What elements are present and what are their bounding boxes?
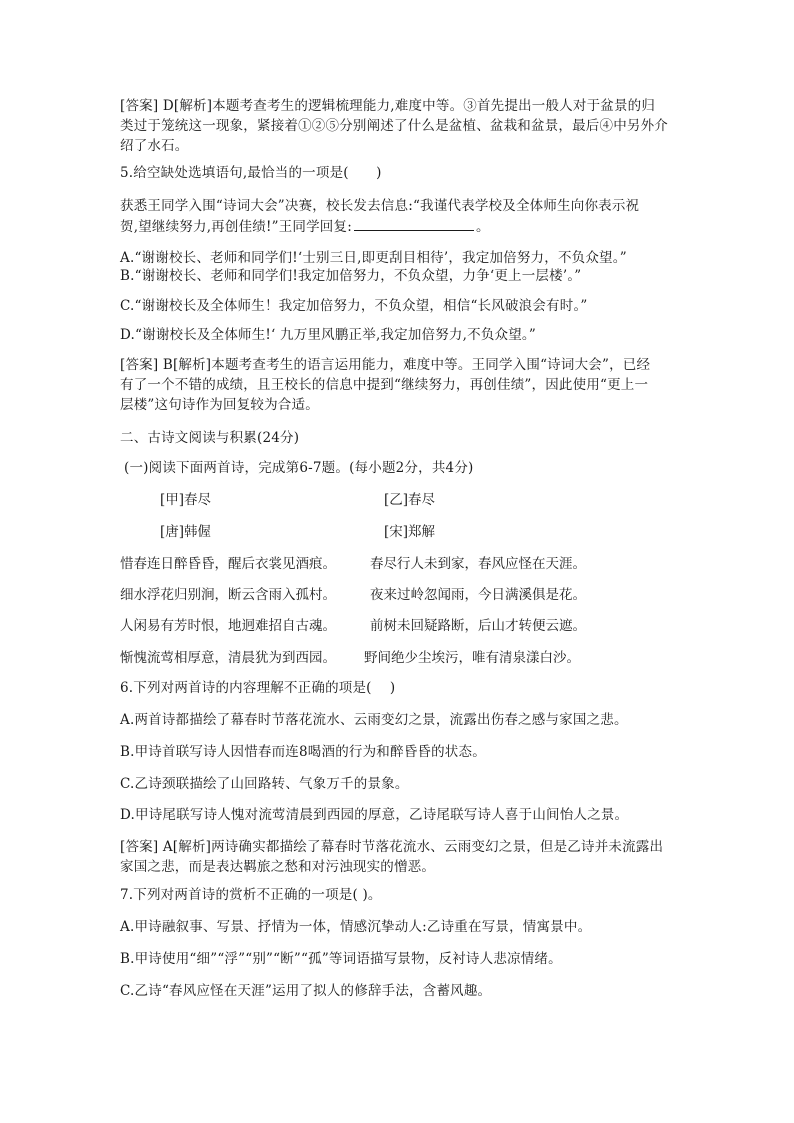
poem-jia-line-1: 惜春连日醉昏昏，醒后衣裳见酒痕。 [120, 556, 336, 572]
q5-context-line-1: 获悉王同学入围“诗词大会”决赛，校长发去信息:“我谨代表学校及全体师生向你表示祝 [120, 198, 640, 214]
q5-context-line-2 [120, 216, 490, 237]
section-2-heading: 二、古诗文阅读与积累(24分) [120, 430, 300, 446]
poem-jia-title: [甲]春尽 [160, 492, 212, 508]
q5-answer-line-3: 层楼”这句诗作为回复较为合适。 [120, 397, 319, 413]
q5-option-a: A.“谢谢校长、老师和同学们!‘士别三日,即更刮目相待’，我定加倍努力，不负众望。” [120, 250, 627, 266]
poem-jia-line-3: 人闲易有芳时恨，地迥难招自古魂。 [120, 618, 336, 634]
poem-jia-author: [唐]韩偓 [160, 524, 212, 540]
q5-answer-line-1: [答案] B[解析]本题考查考生的语言运用能力，难度中等。王同学入围“诗词大会”，已经 [120, 357, 651, 373]
poem-yi-line-3: 前树未回疑路断，后山才转便云遮。 [370, 618, 586, 634]
q5-option-c: C.“谢谢校长及全体师生！我定加倍努力，不负众望，相信“长风破浪会有时。” [120, 298, 588, 314]
q6-option-d: D.甲诗尾联写诗人愧对流莺清晨到西园的厚意，乙诗尾联写诗人喜于山间怡人之景。 [120, 807, 629, 823]
q6-option-b: B.甲诗首联写诗人因惜春而连8喝酒的行为和醉昏昏的状态。 [120, 744, 486, 760]
section-2-subheading: (一)阅读下面两首诗，完成第6-7题。(每小题2分，共4分) [124, 460, 474, 476]
poem-jia-line-2: 细水浮花归别涧，断云含雨入孤村。 [120, 587, 336, 603]
q5-context-prefix: 贺,望继续努力,再创佳绩!”王同学回复: [120, 219, 352, 235]
q6-option-c: C.乙诗颈联描绘了山回路转、气象万千的景象。 [120, 776, 409, 792]
q6-option-a: A.两首诗都描绘了幕春时节落花流水、云雨变幻之景，流露出伤春之感与家国之悲。 [120, 712, 628, 728]
q7-option-b: B.甲诗使用“细”“浮”“别”“断”“孤”等词语描写景物，反衬诗人悲凉情绪。 [120, 951, 562, 967]
q5-stem: 5.给空缺处选填语句,最恰当的一项是( ) [120, 165, 382, 181]
q6-stem: 6.下列对两首诗的内容理解不正确的项是( ) [120, 680, 396, 696]
q5-option-d: D.“谢谢校长及全体师生!‘ 九万里风鹏正举,我定加倍努力,不负众望。” [120, 327, 536, 343]
q6-answer-line-1: [答案] A[解析]两诗确实都描绘了幕春时节落花流水、云雨变幻之景，但是乙诗并未流露出 [120, 839, 664, 855]
poem-yi-line-4: 野间绝少尘埃污，唯有清泉漾白沙。 [364, 650, 580, 666]
q5-answer-line-2: 有了一个不错的成绩，且王校长的信息中提到“继续努力，再创佳绩”，因此使用“更上一 [120, 377, 649, 393]
q5-option-b: B.“谢谢校长、老师和同学们!我定加倍努力，不负众望，力争‘更上一层楼’。” [120, 268, 582, 284]
poem-yi-title: [乙]春尽 [384, 492, 436, 508]
poem-yi-line-2: 夜来过岭忽闻雨，今日满溪俱是花。 [370, 587, 586, 603]
q4-answer-line-3: 绍了水石。 [120, 138, 189, 154]
q5-answer-blank [354, 216, 474, 231]
q7-stem: 7.下列对两首诗的赏析不正确的一项是( )。 [120, 887, 382, 903]
q7-option-c: C.乙诗“春风应怪在天涯”运用了拟人的修辞手法，含蓄风趣。 [120, 983, 492, 999]
q6-answer-line-2: 家国之悲，而是表达羁旅之愁和对污浊现实的憎恶。 [120, 859, 436, 875]
poem-yi-author: [宋]郑解 [384, 524, 436, 540]
q5-context-suffix: 。 [475, 219, 490, 235]
q4-answer-line-2: 类过于笼统这一现象，紧接着①②⑤分别阐述了什么是盆植、盆栽和盆景，最后④中另外介 [120, 118, 668, 134]
poem-yi-line-1: 春尽行人未到家，春风应怪在天涯。 [370, 556, 586, 572]
q7-option-a: A.甲诗融叙事、写景、抒情为一体，情感沉挚动人:乙诗重在写景，情寓景中。 [120, 919, 592, 935]
q4-answer-line-1: [答案] D[解析]本题考查考生的逻辑梳理能力,难度中等。③首先提出一般人对于盆景的归 [120, 98, 656, 114]
poem-jia-line-4: 惭愧流莺相厚意，清晨犹为到西园。 [120, 650, 336, 666]
